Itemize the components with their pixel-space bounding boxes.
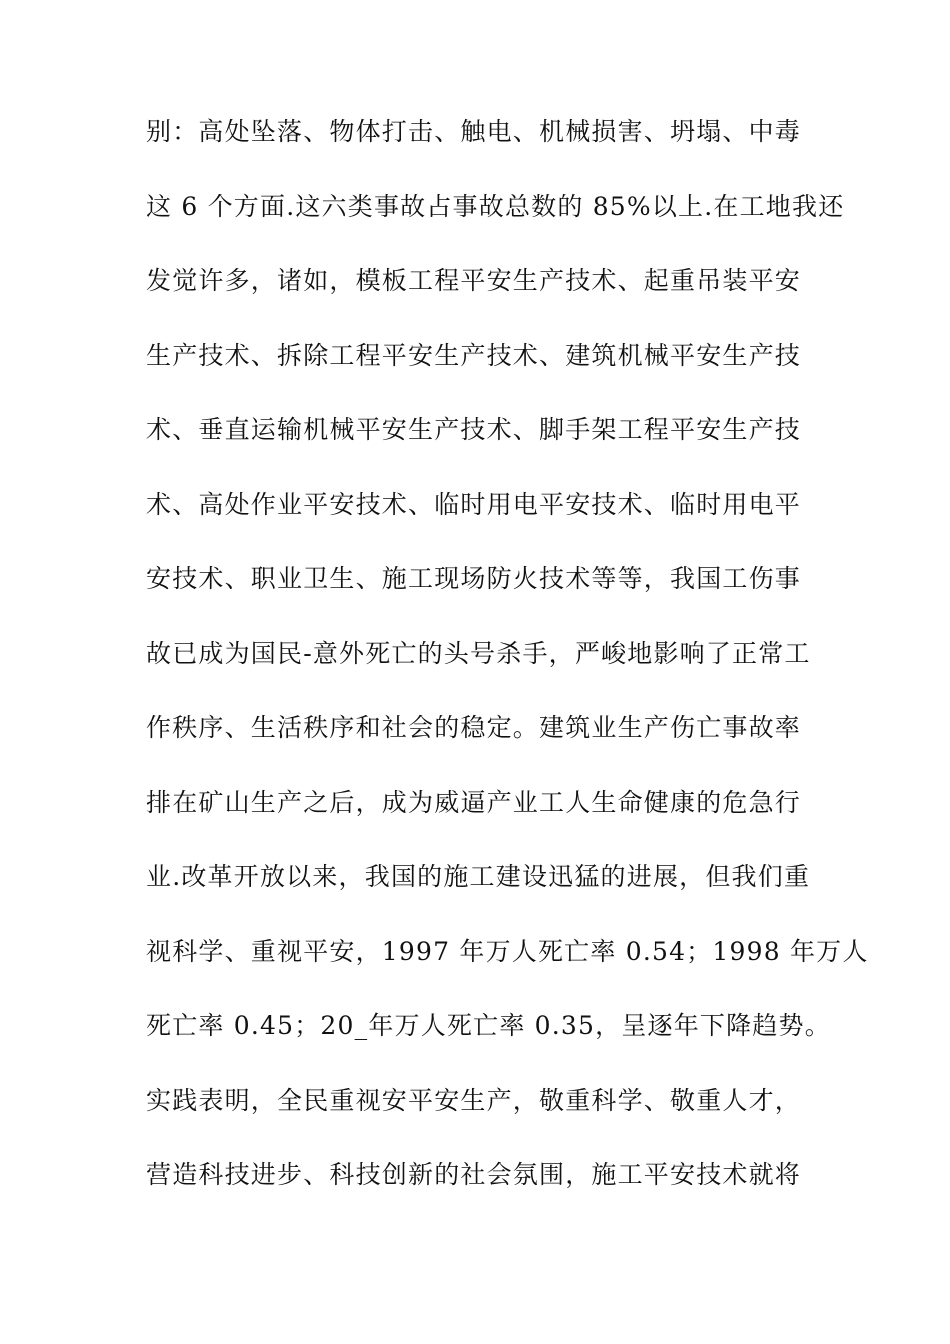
text-line: 生产技术、拆除工程平安生产技术、建筑机械平安生产技 [146,340,802,370]
text-line: 业.改革开放以来，我国的施工建设迅猛的进展，但我们重 [146,862,811,891]
text-line: 术、高处作业平安技术、临时用电平安技术、临时用电平 [146,489,802,519]
text-line: 术、垂直运输机械平安生产技术、脚手架工程平安生产技 [146,415,802,444]
text-line: 这 6 个方面.这六类事故占事故总数的 85%以上.在工地我还 [146,191,845,221]
body-text [146,106,869,1224]
text-line: 实践表明，全民重视安平安生产，敬重科学、敬重人才， [146,1085,802,1115]
text-line: 安技术、职业卫生、施工现场防火技术等等，我国工伤事 [146,564,802,593]
text-line: 营造科技进步、科技创新的社会氛围，施工平安技术就将 [146,1160,802,1189]
text-line: 作秩序、生活秩序和社会的稳定。建筑业生产伤亡事故率 [146,713,802,742]
text-line: 故已成为国民-意外死亡的头号杀手，严峻地影响了正常工 [146,638,811,668]
text-line: 别：高处坠落、物体打击、触电、机械损害、坍塌、中毒 [146,117,802,146]
text-line: 排在矿山生产之后，成为威逼产业工人生命健康的危急行 [146,787,802,817]
text-line: 视科学、重视平安，1997 年万人死亡率 0.54；1998 年万人 [146,936,869,966]
text-line: 发觉许多，诸如，模板工程平安生产技术、起重吊装平安 [146,266,802,295]
text-line: 死亡率 0.45；20_年万人死亡率 0.35，呈逐年下降趋势。 [146,1011,831,1040]
